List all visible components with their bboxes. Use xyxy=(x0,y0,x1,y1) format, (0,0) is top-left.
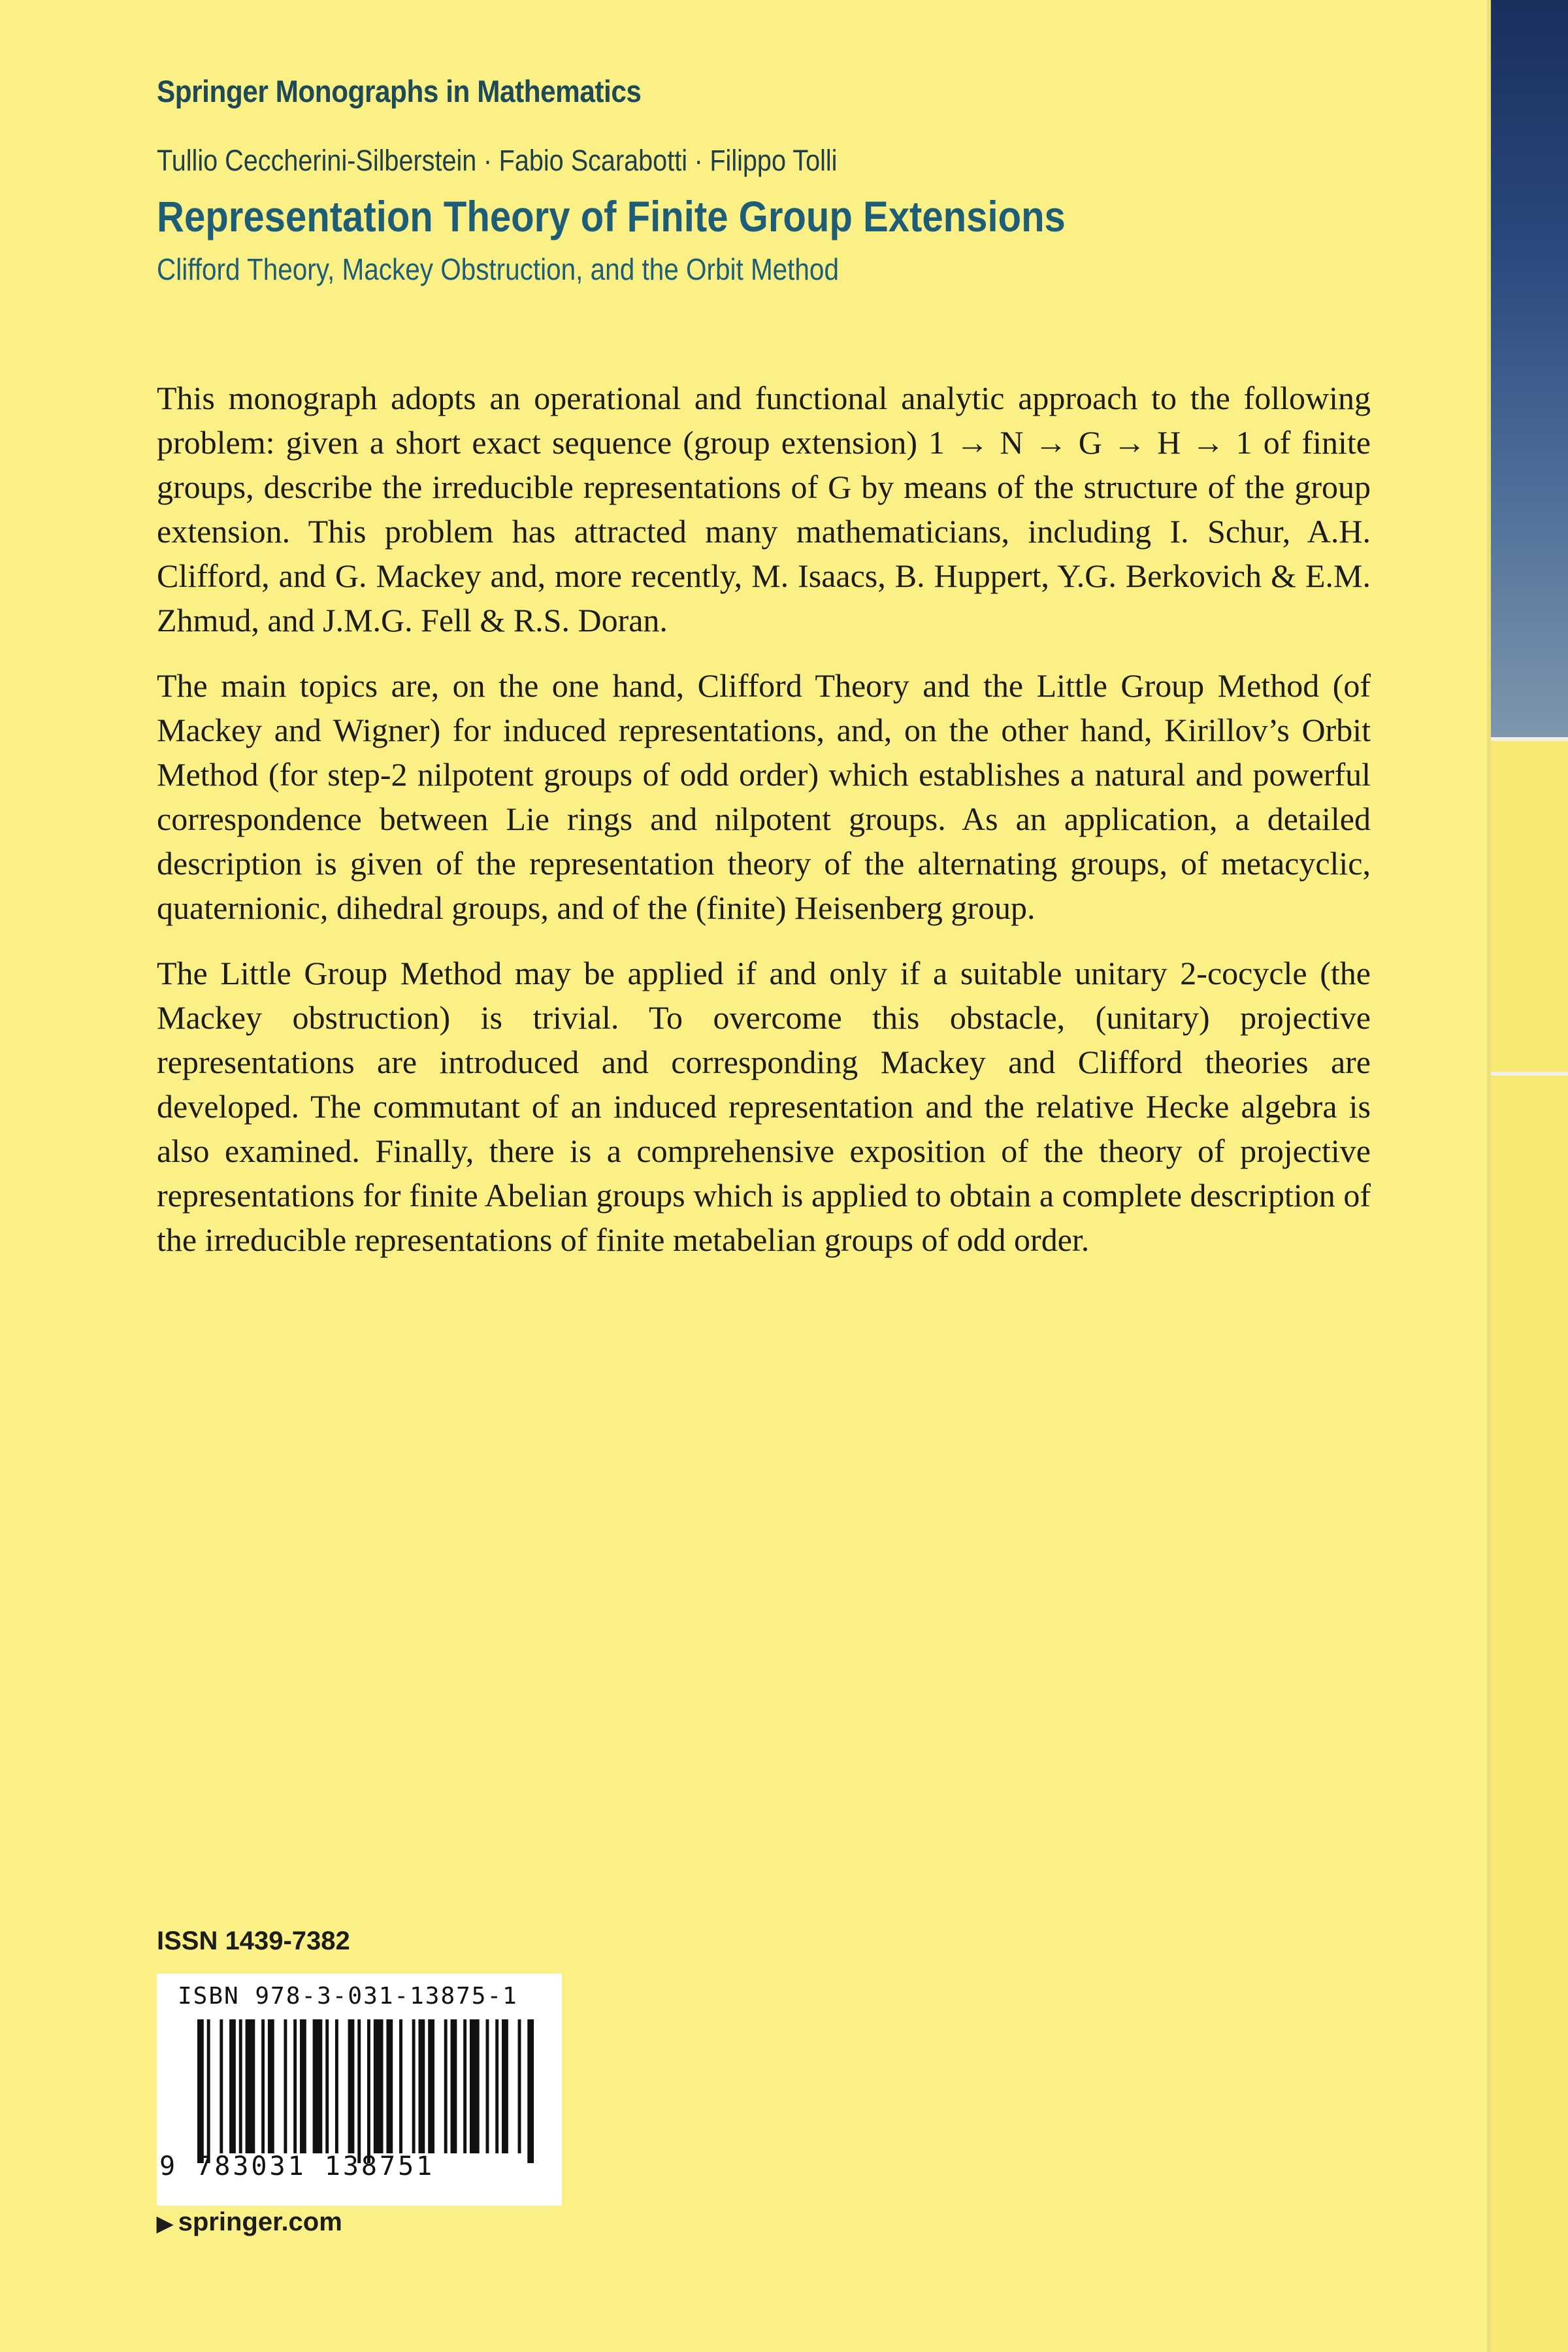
blurb-paragraph: This monograph adopts an operational and functional analytic approach to the following problem: given a short exact sequence (group extension) 1 → N → G → H → 1 of finite groups, describe the irreducible representations of G by means of the structure of the group extension. This problem has attracted many mathematicians, including I. Schur, A.H. Clifford, and G. Mackey and, more recently, M. Isaacs, B. Huppert, Y.G. Berkovich & E.M. Zhmud, and J.M.G. Fell & R.S. Doran. xyxy=(157,380,1371,638)
barcode-bar xyxy=(386,2019,393,2153)
barcode-bar xyxy=(357,2019,361,2163)
author-separator: · xyxy=(483,144,493,177)
barcode-bar xyxy=(261,2019,265,2153)
blurb-paragraph: The main topics are, on the one hand, Clifford Theory and the Little Group Method (of Mackey and Wigner) for induced representations, and, on the other hand, Kirillov’s Orbit Method (for step-2 nilpotent groups of odd order) which establishes a natural and powerful correspondence between Lie rings and nilpotent groups. As an application, a detailed description is given of the representation theory of the alternating groups, of metacyclic, quaternionic, dihedral groups, and of the (finite) Heisenberg group. xyxy=(157,667,1371,926)
barcode-bar xyxy=(527,2019,534,2163)
barcode-bar xyxy=(444,2019,448,2153)
author-separator: · xyxy=(694,144,703,177)
barcode-bar xyxy=(418,2019,425,2153)
barcode-bar xyxy=(428,2019,434,2153)
barcode-bar xyxy=(284,2019,287,2153)
barcode-bar xyxy=(268,2019,274,2153)
barcode-bar xyxy=(313,2019,323,2153)
barcode-bar xyxy=(300,2019,306,2153)
barcode-bar xyxy=(335,2019,338,2153)
barcode-bar xyxy=(486,2019,489,2153)
barcode-bar xyxy=(239,2019,242,2153)
blurb-paragraph: The Little Group Method may be applied if and only if a suitable unitary 2-cocycle (the Mackey obstruction) is trivial. To overcome this obstacle, (unitary) projective representations are introduced and corresponding Mackey and Clifford theories are developed. The commutant of an induced representation and the relative Hecke algebra is also examined. Finally, there is a comprehensive exposition of the theory of projective representations for finite Abelian groups which is applied to obtain a complete description of the irreducible representations of finite metabelian groups of odd order. xyxy=(157,955,1371,1258)
barcode-bar xyxy=(502,2019,508,2153)
author-name: Filippo Tolli xyxy=(710,144,838,177)
barcode-bar xyxy=(348,2019,355,2153)
barcode-bar xyxy=(463,2019,466,2153)
spine-divider xyxy=(1491,737,1568,741)
book-subtitle: Clifford Theory, Mackey Obstruction, and the Orbit Method xyxy=(157,252,839,286)
barcode-bar xyxy=(367,2019,370,2163)
barcode-bar xyxy=(293,2019,297,2153)
barcode-bar xyxy=(412,2019,416,2153)
barcode-bar xyxy=(197,2019,204,2163)
website-link[interactable] xyxy=(157,2208,342,2237)
issn-label: ISSN 1439-7382 xyxy=(157,1927,350,1955)
website-text: springer.com xyxy=(178,2208,342,2236)
triangle-right-icon: ▶ xyxy=(157,2211,173,2235)
barcode-bar xyxy=(451,2019,457,2153)
ean-digits: 9 783031 138751 xyxy=(159,2151,435,2181)
spine-blue-block xyxy=(1491,0,1568,737)
barcode-bar xyxy=(229,2019,236,2153)
barcode-bar xyxy=(207,2019,210,2163)
barcode-bar xyxy=(246,2019,255,2153)
isbn-text: ISBN 978-3-031-13875-1 xyxy=(178,1983,518,2010)
series-name: Springer Monographs in Mathematics xyxy=(157,74,642,108)
barcode-bar xyxy=(399,2019,402,2153)
barcode-bar xyxy=(220,2019,223,2153)
book-title: Representation Theory of Finite Group Extensions xyxy=(157,192,1066,240)
author-name: Fabio Scarabotti xyxy=(498,144,688,177)
barcode-box xyxy=(157,1974,562,2206)
barcode-bar xyxy=(518,2019,521,2153)
blurb xyxy=(157,376,1371,1283)
barcode-icon xyxy=(197,2019,537,2163)
barcode-bar xyxy=(325,2019,329,2153)
spine-divider xyxy=(1491,1072,1568,1076)
author-list xyxy=(157,144,837,178)
barcode-bar xyxy=(374,2019,384,2153)
barcode-bar xyxy=(495,2019,498,2153)
author-name: Tullio Ceccherini-Silberstein xyxy=(157,144,477,177)
barcode-bar xyxy=(470,2019,480,2153)
